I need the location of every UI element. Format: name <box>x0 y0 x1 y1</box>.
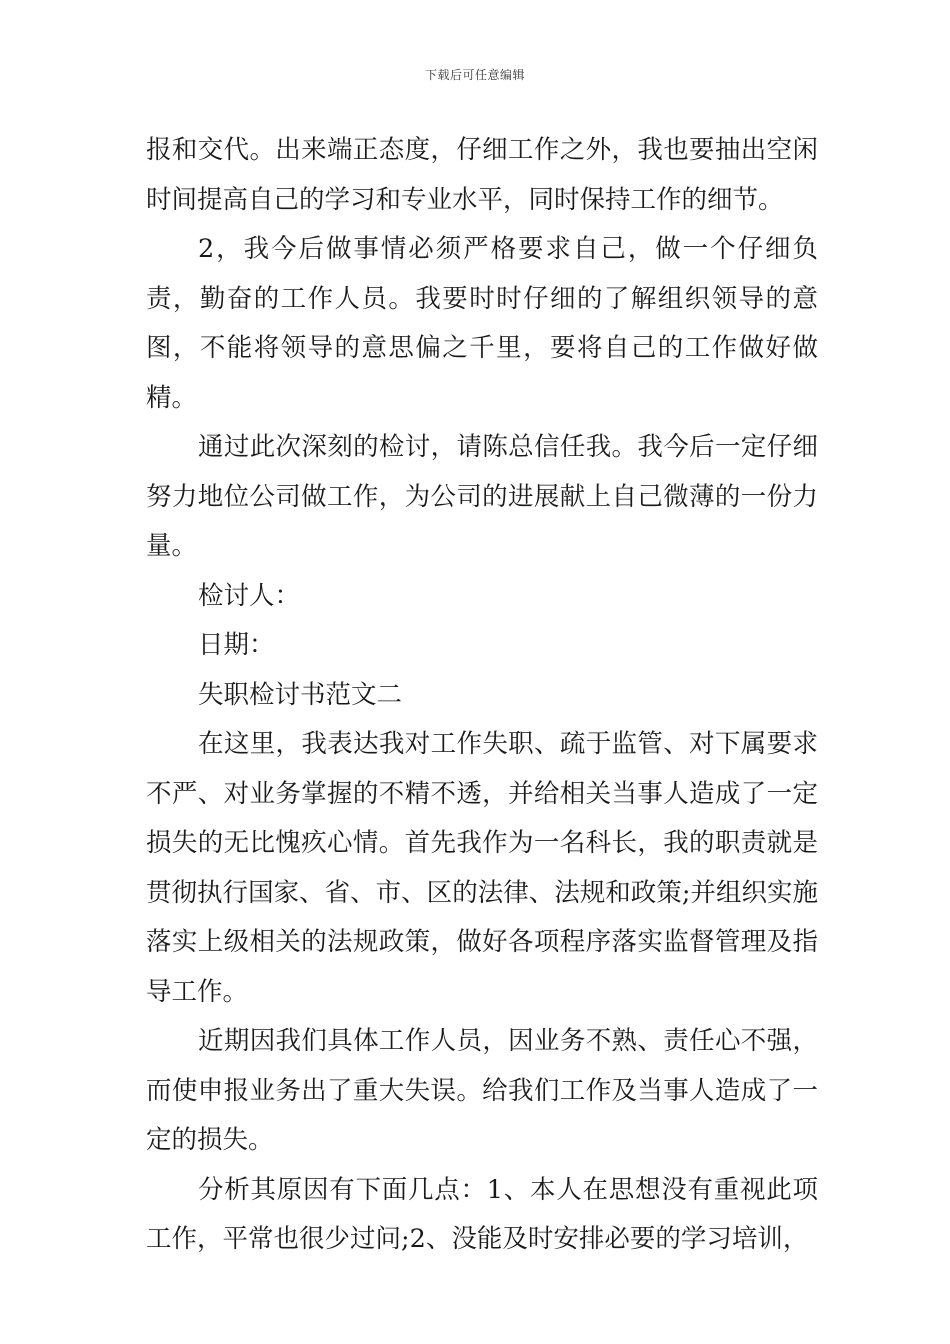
signature-label: 检讨人： <box>198 580 301 611</box>
page-header: 下载后可任意编辑 <box>424 68 525 82</box>
document-body <box>146 126 818 1265</box>
date-label: 日期： <box>198 630 275 660</box>
paragraph-closing: 通过此次深刻的检讨，请陈总信任我。我今后一定仔细努力地位公司做工作，为公司的进展献上自己微薄的一份力量。 <box>146 432 818 561</box>
section-title: 失职检讨书范文二 <box>198 679 403 710</box>
paragraph-intro: 在这里，我表达我对工作失职、疏于监管、对下属要求不严、对业务掌握的不精不透，并给相关当事人造成了一定损失的无比愧疚心情。首先我作为一名科长，我的职责就是贯彻执行国家、省、市、区的法律、法规和政策;并组织实施落实上级相关的法规政策，做好各项程序落实监督管理及指导工作。 <box>146 729 818 1007</box>
paragraph-point-2: 2，我今后做事情必须严格要求自己，做一个仔细负责，勤奋的工作人员。我要时时仔细的了解组织领导的意图，不能将领导的意思偏之千里，要将自己的工作做好做精。 <box>146 234 818 413</box>
paragraph-continuation: 报和交代。出来端正态度，仔细工作之外，我也要抽出空闲时间提高自己的学习和专业水平，同时保持工作的细节。 <box>146 135 818 215</box>
paragraph-analysis: 分析其原因有下面几点：1、本人在思想没有重视此项工作，平常也很少过问;2、没能及时安排必要的学习培训， <box>146 1174 818 1254</box>
paragraph-incident: 近期因我们具体工作人员，因业务不熟、责任心不强，而使申报业务出了重大失误。给我们工作及当事人造成了一定的损失。 <box>146 1026 818 1155</box>
